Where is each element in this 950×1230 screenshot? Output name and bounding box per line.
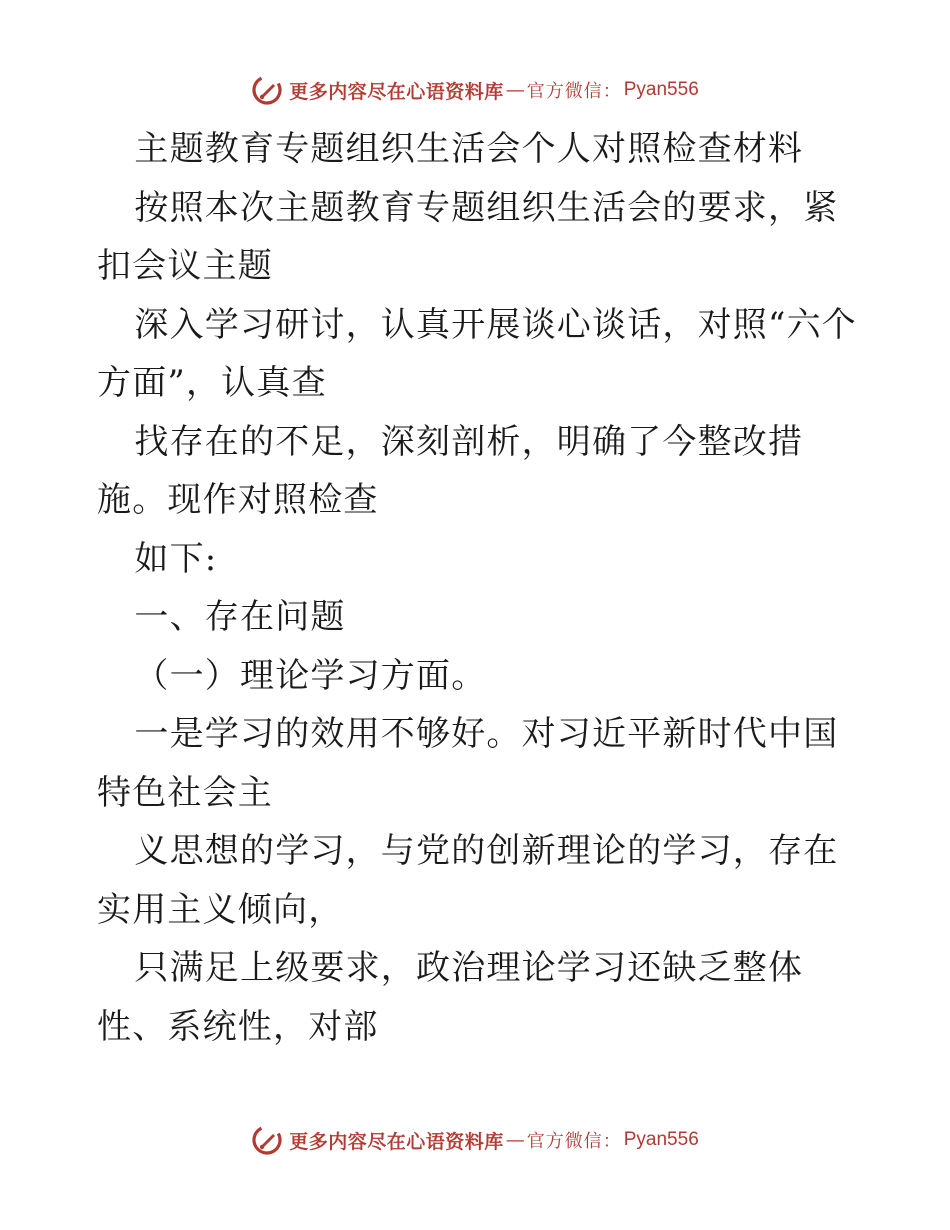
footer-banner (0, 1122, 950, 1158)
paragraph: 义思想的学习，与党的创新理论的学习，存在实用主义倾向， (97, 831, 839, 930)
paragraph: 按照本次主题教育专题组织生活会的要求，紧扣会议主题 (97, 187, 839, 286)
paragraph: 一是学习的效用不够好。对习近平新时代中国特色社会主 (97, 714, 839, 813)
banner-dash: — (505, 79, 525, 101)
banner-text: 更多内容尽在心语资料库 (289, 80, 504, 103)
banner-text: 更多内容尽在心语资料库 (289, 1130, 504, 1153)
paragraph: 如下: (134, 538, 218, 579)
banner-wechat-label: 官方微信： (526, 81, 622, 102)
subsection-heading: （一）理论学习方面。 (134, 655, 487, 696)
banner-wechat-id: Pyan556 (623, 79, 699, 100)
paragraph: 只满足上级要求，政治理论学习还缺乏整体性、系统性，对部 (97, 948, 804, 1047)
brush-logo-icon (251, 1124, 283, 1156)
section-heading: 一、存在问题 (134, 597, 346, 637)
banner-wechat-label: 官方微信： (526, 1131, 622, 1152)
banner-dash: — (505, 1129, 525, 1151)
paragraph: 找存在的不足，深刻剖析，明确了今整改措施。现作对照检查 (97, 421, 804, 520)
document-body (97, 120, 857, 1056)
banner-wechat-id: Pyan556 (623, 1129, 699, 1150)
header-banner (0, 72, 950, 108)
brush-logo-icon (251, 74, 283, 106)
document-title: 主题教育专题组织生活会个人对照检查材料 (134, 129, 804, 169)
paragraph: 深入学习研讨，认真开展谈心谈话，对照“六个方面”，认真查 (97, 304, 857, 403)
